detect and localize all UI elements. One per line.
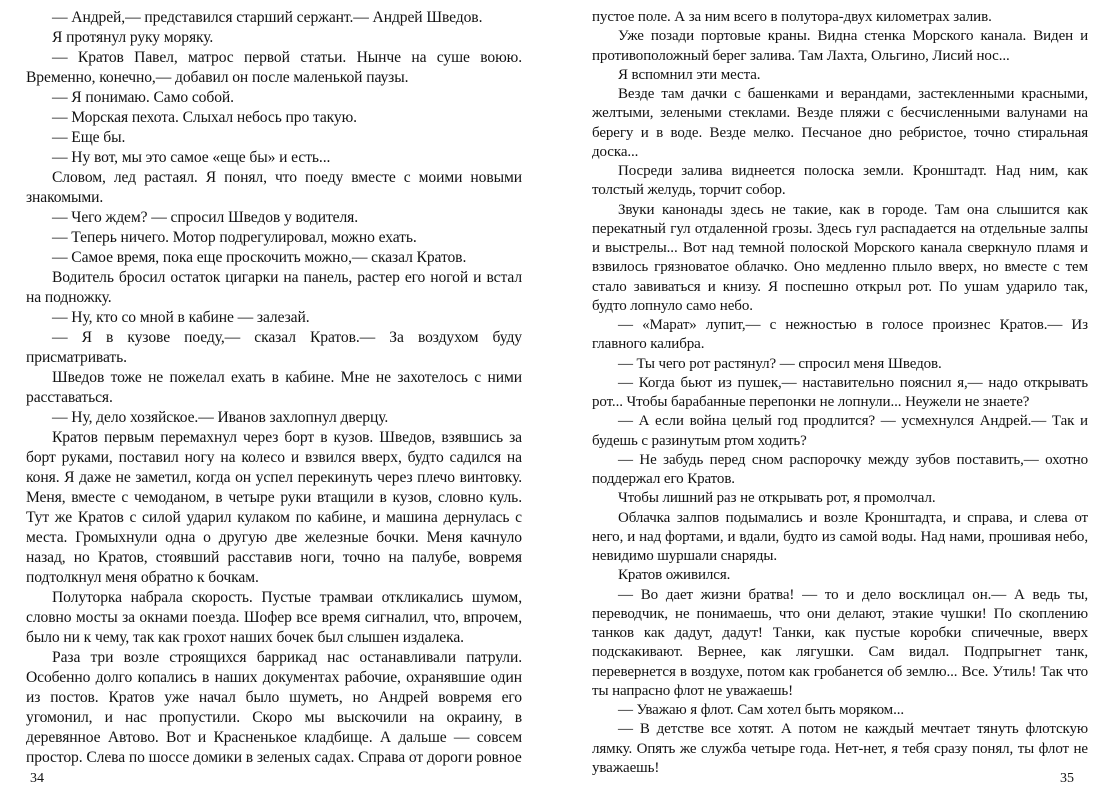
paragraph: Уже позади портовые краны. Видна стенка Морского канала. Виден и противоположный берег залива. Там Лахта, Ольгино, Лисий нос... bbox=[592, 28, 1088, 64]
paragraph: Словом, лед растаял. Я понял, что поеду вместе с моими новыми знакомыми. bbox=[26, 169, 522, 206]
paragraph: Я протянул руку моряку. bbox=[52, 29, 214, 46]
paragraph: — Морская пехота. Слыхал небось про такую. bbox=[52, 109, 357, 126]
paragraph: Чтобы лишний раз не открывать рот, я промолчал. bbox=[618, 490, 936, 507]
paragraph: — А если война целый год продлится? — усмехнулся Андрей.— Так и будешь с разинутым ртом ходить? bbox=[592, 413, 1088, 449]
paragraph: — Ты чего рот растянул? — спросил меня Шведов. bbox=[618, 355, 942, 372]
paragraph: Полуторка набрала скорость. Пустые трамваи откликались шумом, словно мосты за окнами поезда. Шофер все время сигналил, что, впрочем, было ни к чему, так как грохот наших бочек был слышен издалека. bbox=[26, 589, 522, 646]
paragraph: — Я понимаю. Само собой. bbox=[52, 89, 234, 106]
paragraph: Облачка залпов подымались и возле Кронштадта, и справа, и слева от него, и над фортами, и вдали, будто из самой воды. Над нами, прошивая небо, невидимо шуршали снаряды. bbox=[592, 509, 1088, 564]
paragraph: — Я в кузове поеду,— сказал Кратов.— За воздухом буду присматривать. bbox=[26, 329, 522, 366]
paragraph: — Ну, дело хозяйское.— Иванов захлопнул дверцу. bbox=[52, 409, 389, 426]
paragraph: Раза три возле строящихся баррикад нас останавливали патрули. Особенно долго копались в наших документах рабочие, охранявшие один из постов. Кратов уже начал было шуметь, но Андрей вовремя его угомонил, и нас пропустили. Скоро мы выскочили на окраину, в деревянное Автово. Вот и Красненькое кладбище. А дальше — совсем простор. Слева по шоссе домики в зеленых садах. Справа от дороги ровное bbox=[26, 649, 522, 766]
paragraph: — Ну, кто со мной в кабине — залезай. bbox=[52, 309, 310, 326]
right-page bbox=[592, 8, 1088, 778]
paragraph: Везде там дачки с башенками и верандами, застекленными красными, желтыми, зелеными стеклами. Везде пляжи с бесчисленными валунами на берегу и в воде. Везде мелко. Песчаное дно ребристое, точно стиральная доска... bbox=[592, 86, 1088, 160]
paragraph: — Уважаю я флот. Сам хотел быть моряком... bbox=[618, 702, 905, 718]
paragraph: Посреди залива виднеется полоска земли. Кронштадт. Над ним, как толстый желудь, торчит собор. bbox=[592, 163, 1088, 199]
paragraph: Я вспомнил эти места. bbox=[618, 66, 761, 83]
left-page bbox=[26, 8, 522, 778]
continuation-paragraph: пустое поле. А за ним всего в полутора-двух километрах залив. bbox=[592, 9, 992, 25]
paragraph: Шведов тоже не пожелал ехать в кабине. Мне не захотелось с ними расставаться. bbox=[26, 369, 522, 406]
paragraph: — Во дает жизни братва! — то и дело восклицал он.— А ведь ты, переводчик, не понимаешь, что они делают, этакие чушки! По скоплению танков как дадут, дадут! Танки, как пустые коробки спичечные, вверх подскакивают. Вернее, как лягушки. Сам видал. Подпрыгнет танк, перевернется в воздухе, потом как гробанется об землю... Все. Утиль! Так что ты напрасно флот не уважаешь! bbox=[592, 586, 1088, 699]
paragraph: — «Марат» лупит,— с нежностью в голосе произнес Кратов.— Из главного калибра. bbox=[592, 317, 1088, 353]
paragraph: Кратов первым перемахнул через борт в кузов. Шведов, взявшись за борт руками, поставил ногу на колесо и взвился вверх, будто садился на коня. Я даже не заметил, когда он успел перекинуть через плечо винтовку. Меня, вместе с чемоданом, в четыре руки втащили в кузов, словно куль. Тут же Кратов с силой ударил кулаком по кабине, и машина дернулась с места. Громыхнули одна о другую две железные бочки. Меня качнуло назад, но Кратов, стоявший расставив ноги, точно на палубе, вовремя подтолкнул меня обратно к бочкам. bbox=[26, 429, 522, 586]
paragraph: — Еще бы. bbox=[52, 129, 126, 146]
paragraph: Водитель бросил остаток цигарки на панель, растер его ногой и встал на подножку. bbox=[26, 269, 522, 306]
paragraph: Звуки канонады здесь не такие, как в городе. Там она слышится как перекатный гул отдаленной грозы. Здесь гул распадается на отдельные залпы и выстрелы... Вот над темной полоской Морского канала сверкнуло пламя и взвилось грязноватое облачко. Оно медленно плыло вверх, но вместе с тем стало завиваться и книзу. Я поспешно открыл рот. По ушам ударило так, будто лопнуло само небо. bbox=[592, 201, 1088, 314]
paragraph: — Самое время, пока еще проскочить можно,— сказал Кратов. bbox=[52, 249, 467, 266]
paragraph: — В детстве все хотят. А потом не каждый мечтает тянуть флотскую лямку. Опять же служба четыре года. Нет-нет, я тебя сразу понял, ты флот не уважаешь! bbox=[592, 721, 1088, 776]
paragraph: — Кратов Павел, матрос первой статьи. Нынче на суше воюю. Временно, конечно,— добавил он после маленькой паузы. bbox=[26, 49, 522, 86]
paragraph: — Ну вот, мы это самое «еще бы» и есть... bbox=[52, 149, 331, 166]
paragraph: Кратов оживился. bbox=[618, 567, 731, 584]
page-number-right: 35 bbox=[1060, 771, 1074, 786]
paragraph: — Когда бьют из пушек,— наставительно пояснил я,— надо открывать рот... Чтобы барабанные перепонки не лопнули... Неужели не знаете? bbox=[592, 374, 1088, 410]
paragraph: — Андрей,— представился старший сержант.— Андрей Шведов. bbox=[52, 9, 483, 26]
page-number-left: 34 bbox=[30, 771, 44, 786]
paragraph: — Не забудь перед сном распорочку между зубов поставить,— охотно поддержал его Кратов. bbox=[592, 451, 1088, 487]
paragraph: — Чего ждем? — спросил Шведов у водителя. bbox=[52, 209, 359, 226]
paragraph: — Теперь ничего. Мотор подрегулировал, можно ехать. bbox=[52, 229, 417, 246]
